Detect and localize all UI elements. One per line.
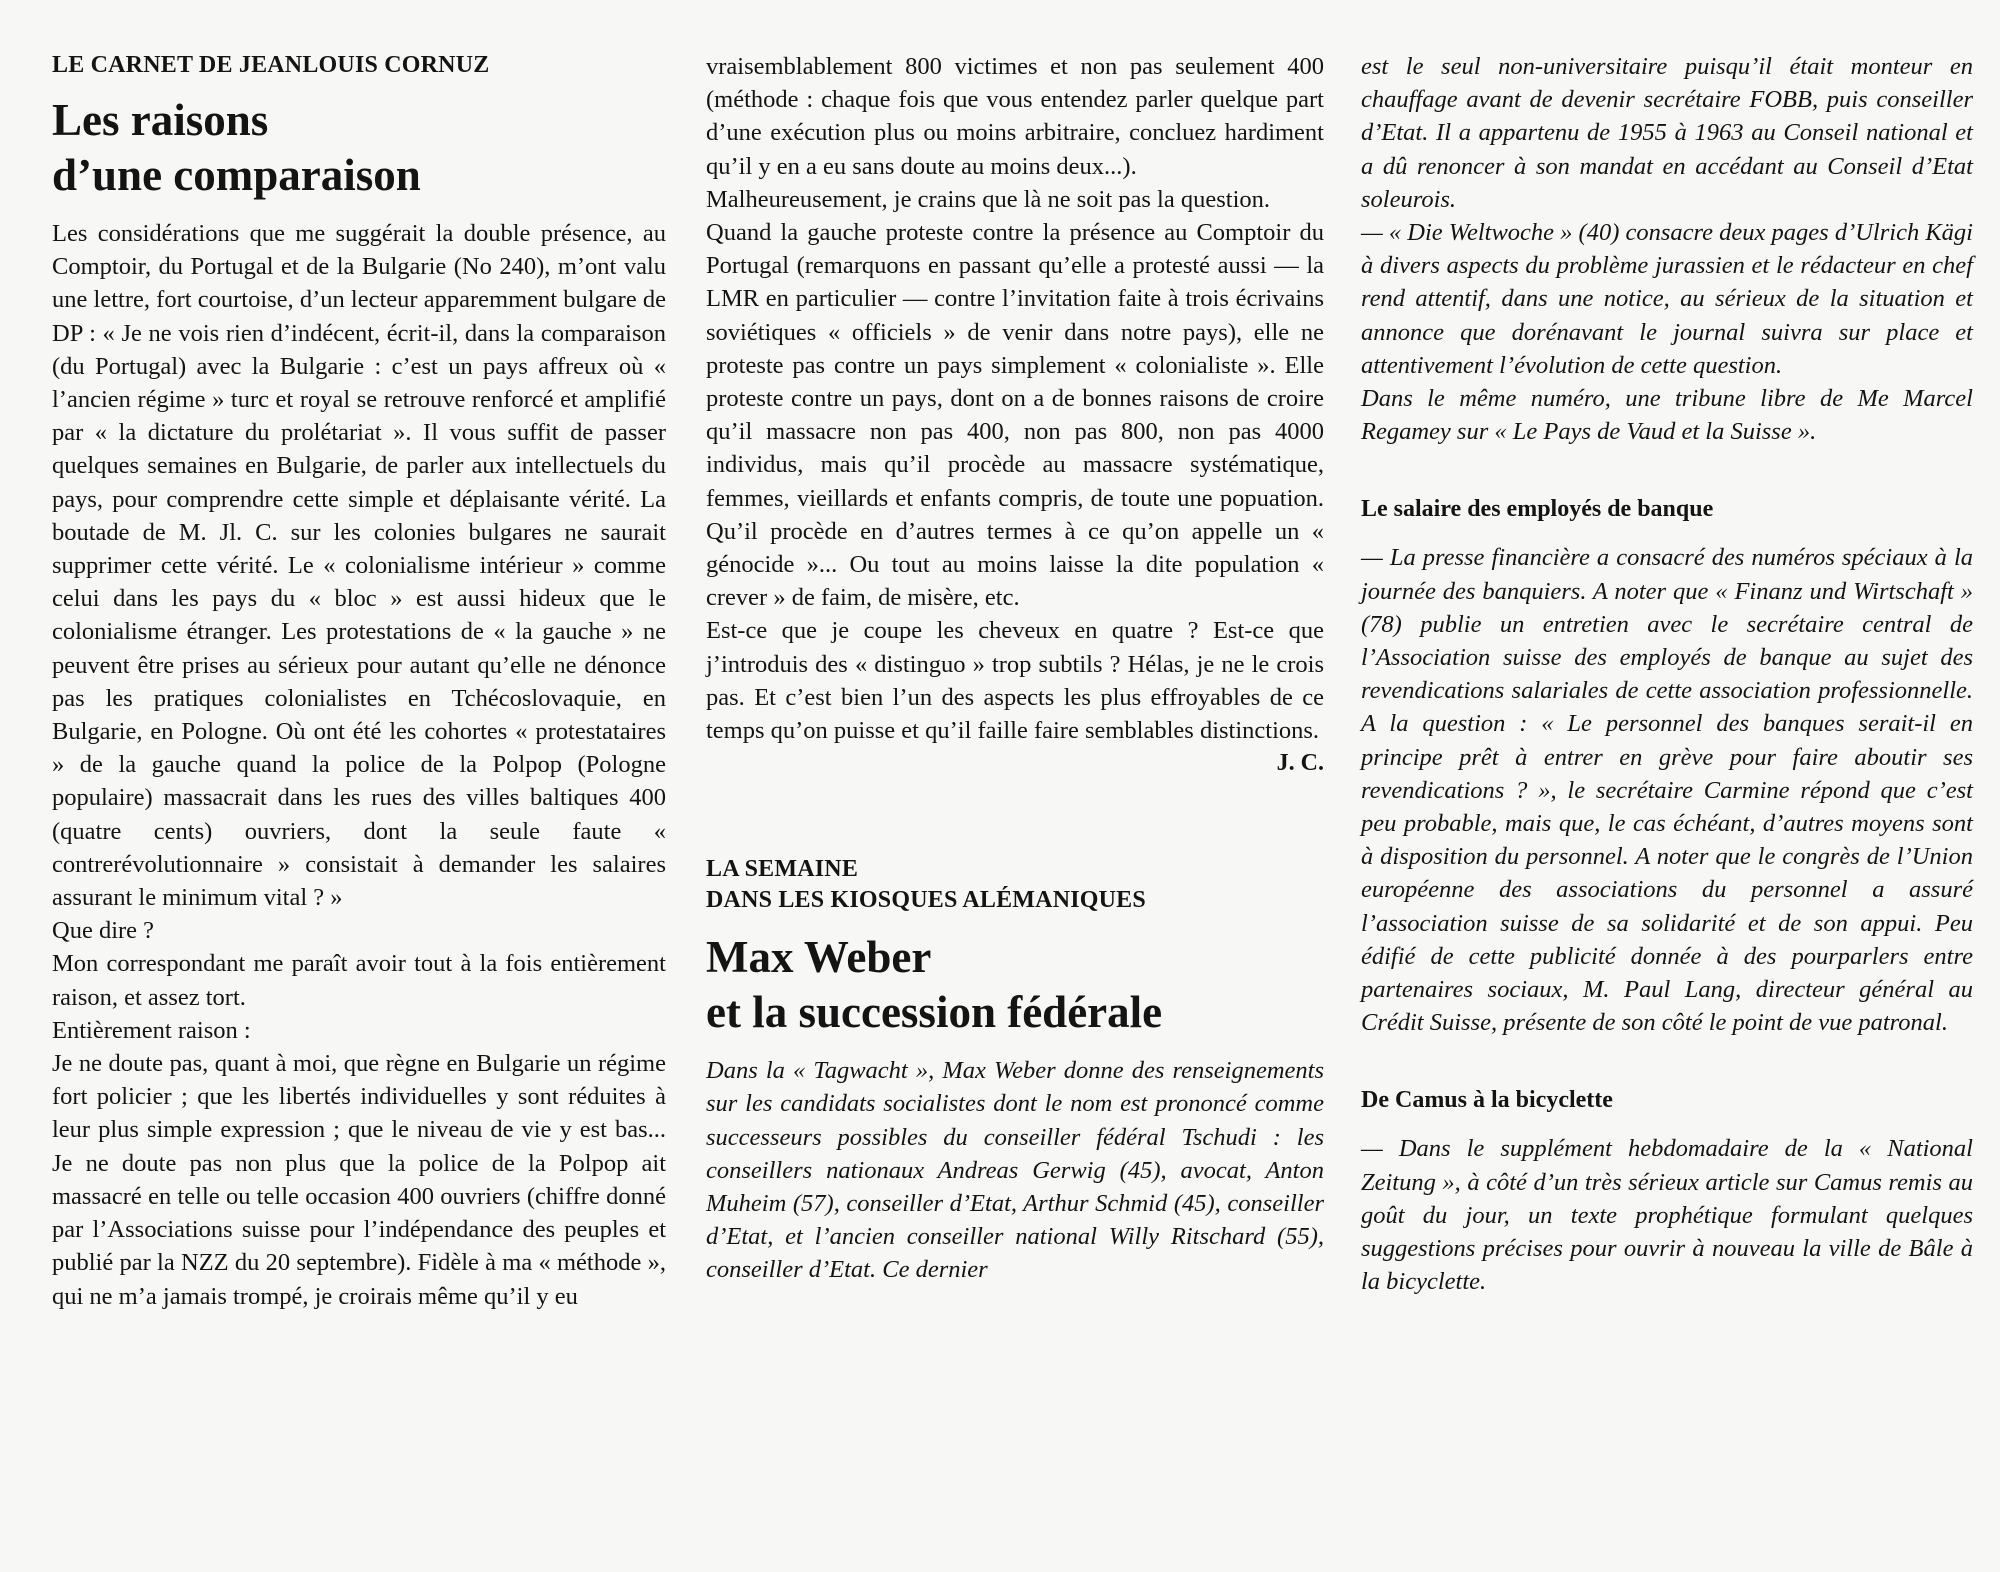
column-1 [52,50,666,1313]
article2-title [706,930,1324,1040]
spacer [1361,525,1973,541]
spacer [1361,1039,1973,1085]
article1-paragraph: Entièrement raison : [52,1016,251,1044]
spacer [1361,448,1973,494]
article1-paragraph: Mon correspondant me paraît avoir tout à la fois entièrement raison, et assez tort. [52,950,666,1011]
article1-title-line1: Les raisons [52,95,269,145]
article2-intro: Dans la « Tagwacht », Max Weber donne des renseignements sur les candidats socialistes dont le nom est prononcé comme successeurs possibles du conseiller fédéral Tschudi : les conseillers nationaux Andreas Gerwig (45), avocat, Anton Muheim (57), conseiller d’Etat, Arthur Schmid (45), conseiller d’Etat, et l’ancien conseiller national Willy Ritschard (55), conseiller d’Etat. Ce dernier [706,1057,1324,1284]
article1-kicker: LE CARNET DE JEANLOUIS CORNUZ [52,52,490,78]
article2-kicker [706,854,1324,916]
article2-paragraph: est le seul non-universitaire puisqu’il était monteur en chauffage avant de devenir secrétaire FOBB, puis conseiller d’Etat. Il a appartenu de 1955 à 1963 au Conseil national et a dû renoncer à son mandat en accédant au Conseil d’Etat soleurois. [1361,53,1973,213]
article2-kicker-line2: DANS LES KIOSQUES ALÉMANIQUES [706,887,1146,914]
article2-kicker-line1: LA SEMAINE [706,856,859,883]
article1-signature: J. C. [1276,750,1324,777]
article1-paragraph: vraisemblablement 800 victimes et non pas seulement 400 (méthode : chaque fois que vous entendez parler quelque part d’une exécution plus ou moins arbitraire, concluez hardiment qu’il y en a eu sans doute au moins deux...). [706,53,1324,180]
article1-title-line2: d’une comparaison [52,150,421,200]
spacer [706,780,1324,854]
article1-paragraph: Quand la gauche proteste contre la présence au Comptoir du Portugal (remarquons en passant qu’elle a protesté aussi — la LMR en particulier — contre l’invitation faite à trois écrivains soviétiques « officiels » de venir dans notre pays), elle ne proteste pas contre un pays simplement « colonialiste ». Elle proteste contre un pays, dont on a de bonnes raisons de croire qu’il massacre non pas 400, non pas 800, non pas 4000 individus, mais qu’il procède au massacre systématique, femmes, vieillards et enfants compris, de toute une popuation. Qu’il procède en d’autres termes à ce qu’on appelle un « génocide »... Ou tout au moins laisse la dite population « crever » de faim, de misère, etc. [706,219,1324,612]
section-text-salaire: — La presse financière a consacré des numéros spéciaux à la journée des banquiers. A noter que « Finanz und Wirtschaft » (78) publie un entretien avec le secrétaire central de l’Association suisse des employés de banque au sujet des revendications salariales de cette association professionnelle. A la question : « Le personnel des banques serait-il en principe prêt à entrer en grève pour faire aboutir ses revendications ? », le secrétaire Carmine répond que c’est peu probable, mais que, le cas échéant, d’autres moyens sont à disposition du personnel. A noter que le congrès de l’Union européenne des associations du personnel a assuré l’association suisse de sa solidarité et de son appui. Peu édifié de cette publicité donnée à des pourparlers entre partenaires sociaux, M. Paul Lang, directeur général au Crédit Suisse, présente de son côté le point de vue patronal. [1361,544,1973,1037]
article2-title-line2: et la succession fédérale [706,987,1163,1038]
article1-paragraph: Malheureusement, je crains que là ne soit pas la question. [706,185,1271,213]
column-2 [706,50,1324,1287]
article2-paragraph: Dans le même numéro, une tribune libre de Me Marcel Regamey sur « Le Pays de Vaud et la Suisse ». [1361,385,1973,446]
article1-paragraph: Est-ce que je coupe les cheveux en quatre ? Est-ce que j’introduis des « distinguo » trop subtils ? Hélas, je ne le crois pas. Et c’est bien l’un des aspects les plus effroyables de ce temps qu’on puisse et qu’il faille faire semblables distinctions. [706,617,1324,745]
article1-paragraph: Je ne doute pas, quant à moi, que règne en Bulgarie un régime fort policier ; que les libertés individuelles y sont réduites à leur plus simple expression ; que le niveau de vie y est bas... Je ne doute pas non plus que la police de la Polpop ait massacré en telle ou telle occasion 400 ouvriers (chiffre donné par l’Associations suisse pour l’indépendance des peuples et publié par la NZZ du 20 septembre). Fidèle à ma « méthode », qui ne m’a jamais trompé, je croirais même qu’il y eu [52,1050,666,1310]
column-3 [1361,50,1973,1299]
article2-title-line1: Max Weber [706,932,932,983]
spacer [1361,1116,1973,1132]
article1-title [52,93,666,203]
article1-paragraph: Que dire ? [52,917,155,945]
article1-paragraph: Les considérations que me suggérait la double présence, au Comptoir, du Portugal et de la Bulgarie (No 240), m’ont valu une lettre, fort courtoise, d’un lecteur apparemment bulgare de DP : « Je ne vois rien d’indécent, écrit-il, dans la comparaison (du Portugal) avec la Bulgarie : c’est un pays affreux où « l’ancien régime » turc et royal se retrouve renforcé et amplifié par « la dictature du prolétariat ». Il vous suffit de passer quelques semaines en Bulgarie, de parler aux intellectuels du pays, pour comprendre cette simple et déplaisante vérité. La boutade de M. Jl. C. sur les colonies bulgares ne saurait supprimer cette vérité. Le « colonialisme intérieur » comme celui dans les pays du « bloc » est aussi hideux que le colonialisme étranger. Les protestations de « la gauche » ne peuvent être prises au sérieux pour autant qu’elle ne dénonce pas les pratiques colonialistes en Tchécoslovaquie, en Bulgarie, en Pologne. Où ont été les cohortes « protestataires » de la gauche quand la police de la Polpop (Pologne populaire) massacrait dans les rues des villes baltiques 400 (quatre cents) ouvriers, dont la seule faute « contrerévolutionnaire » consistait à demander les salaires assurant le minimum vital ? » [52,220,666,912]
section-heading-salaire: Le salaire des employés de banque [1361,496,1714,523]
section-text-camus: — Dans le supplément hebdomadaire de la « National Zeitung », à côté d’un très sérieux article sur Camus remis au goût du jour, un texte prophétique formulant quelques suggestions précises pour ouvrir à nouveau la ville de Bâle à la bicyclette. [1361,1135,1973,1296]
article2-paragraph: — « Die Weltwoche » (40) consacre deux pages d’Ulrich Kägi à divers aspects du problème jurassien et le rédacteur en chef rend attentif, dans une notice, au sérieux de la situation et annonce que dorénavant le journal suivra sur place et attentivement l’évolution de cette question. [1361,219,1973,379]
section-heading-camus: De Camus à la bicyclette [1361,1087,1613,1114]
